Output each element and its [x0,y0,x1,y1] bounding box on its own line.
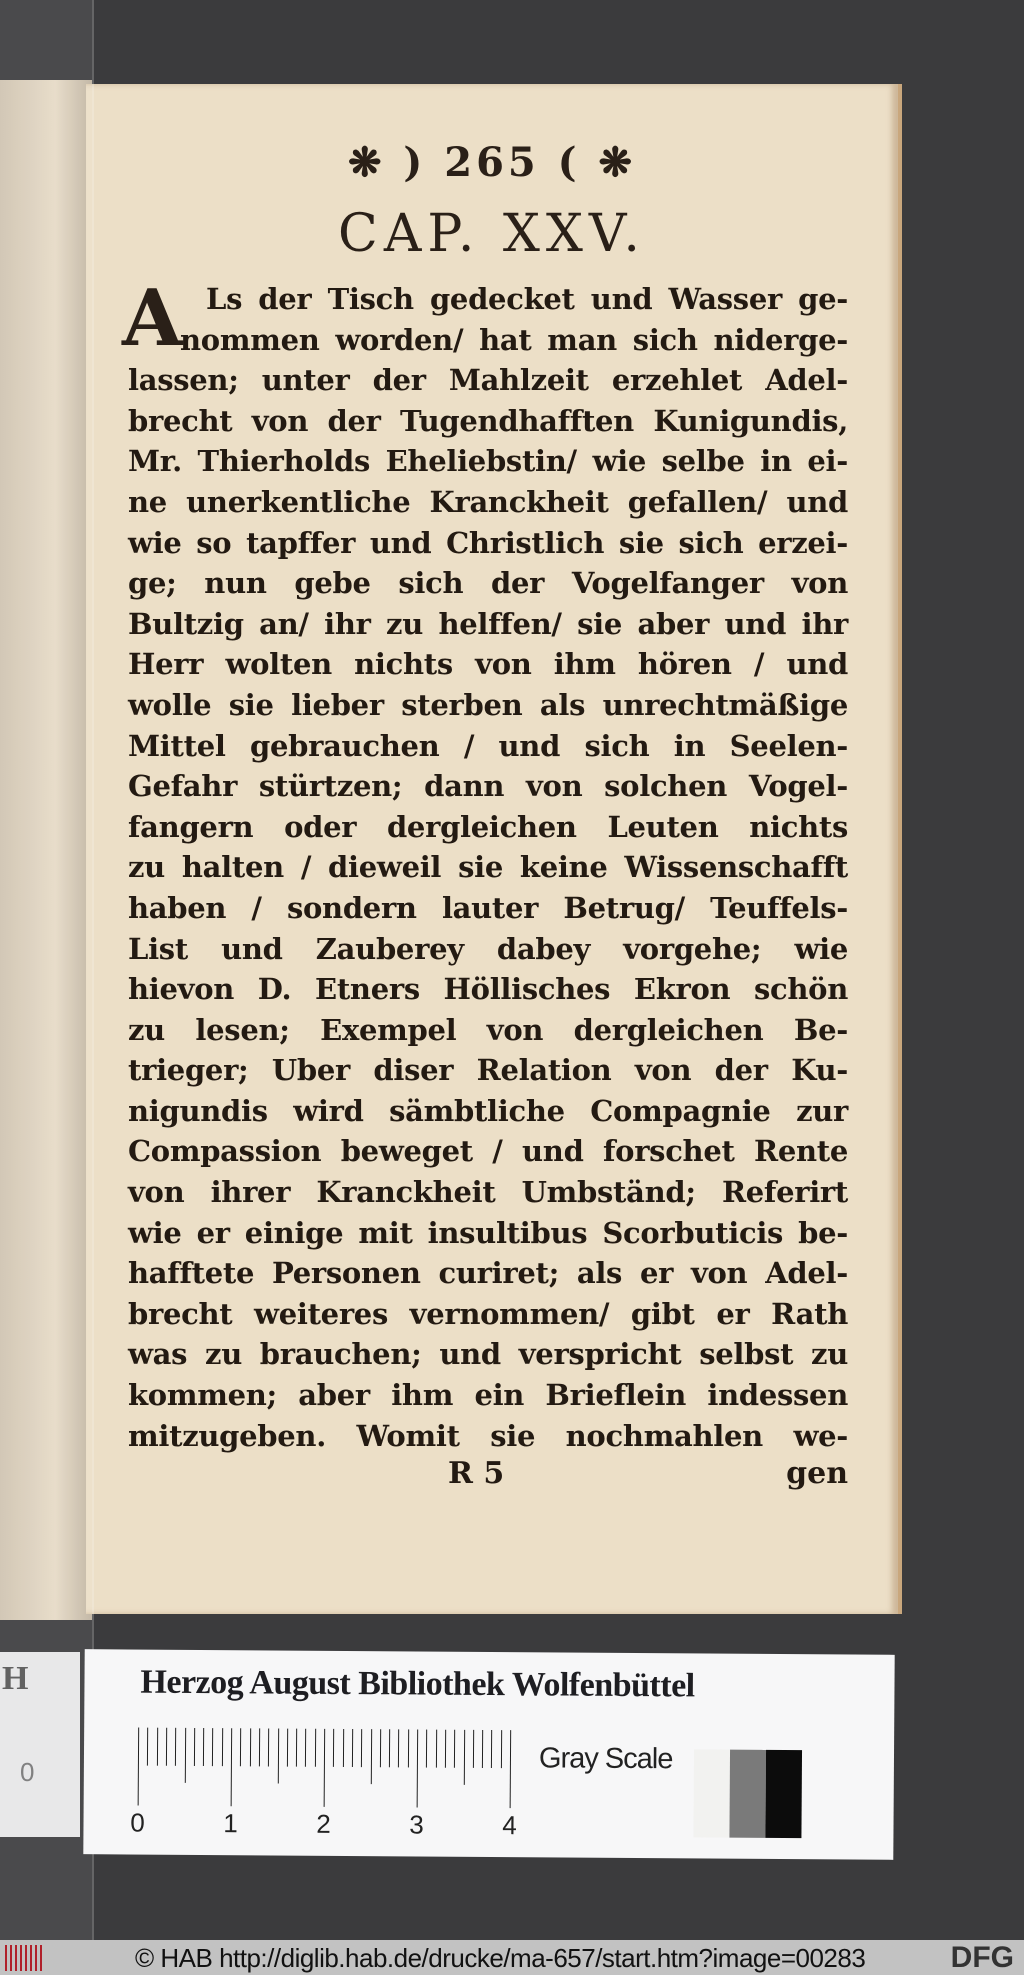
glass-plate-edge [0,0,94,1940]
ruler-tick [296,1729,297,1767]
text-line: von ihrer Kranckheit Umbständ; Referirt [128,1175,848,1210]
ruler-tick [417,1729,419,1807]
ruler-tick [370,1729,371,1784]
ruler-tick [343,1729,344,1767]
ruler-tick [408,1729,409,1767]
catchword: gen [786,1456,848,1491]
ruler-tick [333,1729,334,1767]
text-line: Ls der Tisch gedecket und Wasser ge- [206,282,848,316]
text-line: brecht weiteres vernommen/ gibt er Rath [128,1296,848,1331]
left-card-number: 0 [20,1757,35,1787]
text-line: ne unerkentliche Kranckheit gefallen/ und [128,484,848,519]
signature-mark: R 5 [448,1456,505,1491]
text-line: wie er einige mit insultibus Scorbuticis be- [128,1215,848,1250]
dfg-logo: DFG [950,1941,1014,1974]
text-line: brecht von der Tugendhafften Kunigundis, [128,403,848,438]
text-line: lassen; unter der Mahlzeit erzehlet Adel- [128,363,848,398]
drop-cap-initial: A [122,273,183,364]
text-line: Herr wolten nichts von ihm hören / und [128,647,848,682]
ruler-tick [175,1728,176,1766]
ruler-number: 3 [409,1809,424,1840]
text-line: Mr. Thierholds Eheliebstin/ wie selbe in ei- [128,444,848,479]
color-reference-card [83,1649,894,1860]
ruler-tick [157,1728,158,1766]
ruler-tick [426,1730,427,1768]
ruler-tick [222,1728,223,1766]
text-line: Bultzig an/ ihr zu helffen/ sie aber und ihr [128,606,848,641]
viewer-footer-bar [0,1940,1024,1975]
ruler-tick [194,1728,195,1766]
page-footer [128,1456,848,1496]
hab-logo-icon [5,1945,45,1971]
library-name: Herzog August Bibliothek Wolfenbüttel [140,1663,695,1705]
ruler-number: 0 [130,1807,145,1838]
text-line: wie so tapffer und Christlich sie sich erzei- [128,525,848,560]
ruler-tick [277,1729,278,1784]
ruler-tick [287,1729,288,1767]
text-line: nigundis wird sämbtliche Compagnie zur [128,1093,848,1128]
ruler-tick [166,1728,167,1766]
text-line: zu halten / dieweil sie keine Wissenschafft [128,850,848,885]
ruler-tick [147,1728,148,1766]
ruler-tick [324,1729,326,1807]
ruler-tick [473,1730,474,1768]
ruler-tick [491,1730,492,1768]
ruler-number: 4 [502,1810,517,1841]
ruler-tick [203,1728,204,1766]
book-page [86,84,902,1614]
text-line: wolle sie lieber sterben als unrechtmäßige [128,687,848,722]
ruler-tick [315,1729,316,1767]
text-line: was zu brauchen; und verspricht selbst zu [128,1337,848,1372]
text-line: zu lesen; Exempel von dergleichen Be- [128,1012,848,1047]
ruler-tick [510,1730,512,1808]
page-body-text [122,273,848,1456]
copyright-url[interactable]: © HAB http://diglib.hab.de/drucke/ma-657/start.htm?image=00283 [135,1943,866,1973]
ruler-tick [138,1728,140,1806]
text-line: Mittel gebrauchen / und sich in Seelen- [128,728,848,763]
ruler-tick [463,1730,464,1785]
ruler-tick [184,1728,185,1783]
ruler-number: 1 [223,1808,238,1839]
text-line: ge; nun gebe sich der Vogelfanger von [128,566,848,601]
ruler-tick [259,1728,260,1766]
gray-swatch-mid [729,1750,766,1838]
gray-swatch-white [693,1749,730,1837]
text-line: List und Zauberey dabey vorgehe; wie [128,931,848,966]
text-line: hafftete Personen curiret; als er von Adel- [128,1256,848,1291]
ruler-tick [501,1730,502,1768]
text-line: mitzugeben. Womit sie nochmahlen we- [128,1418,848,1453]
ruler-tick [380,1729,381,1767]
ruler-tick [398,1729,399,1767]
text-line: haben / sondern lauter Betrug/ Teuffels- [128,890,848,925]
text-line: fangern oder dergleichen Leuten nichts [128,809,848,844]
text-line: kommen; aber ihm ein Brieflein indessen [128,1378,848,1413]
text-line: Compassion beweget / und forschet Rente [128,1134,848,1169]
running-head-page-number: ❋ ) 265 ( ❋ [347,139,637,186]
ruler-tick [482,1730,483,1768]
text-line: nommen worden/ hat man sich niderge- [180,322,848,357]
left-card-letter: H [2,1660,29,1697]
ruler-tick [212,1728,213,1766]
text-line: trieger; Uber diser Relation von der Ku- [128,1053,848,1088]
ruler-tick [454,1730,455,1768]
ruler-tick [231,1728,233,1806]
ruler-tick [305,1729,306,1767]
text-line: Gefahr stürtzen; dann von solchen Vogel- [128,769,848,804]
cm-ruler [130,1728,518,1841]
gray-swatch-black [765,1750,802,1838]
ruler-tick [361,1729,362,1767]
chapter-title: CAP. XXV. [338,204,646,264]
text-line: hievon D. Etners Höllisches Ekron schön [128,972,848,1007]
ruler-tick [445,1730,446,1768]
ruler-tick [240,1728,241,1766]
gray-scale-label: Gray Scale [538,1742,673,1776]
ruler-number: 2 [316,1808,331,1839]
ruler-tick [352,1729,353,1767]
ruler-tick [268,1728,269,1766]
ruler-tick [389,1729,390,1767]
ruler-tick [250,1728,251,1766]
ruler-tick [436,1730,437,1768]
